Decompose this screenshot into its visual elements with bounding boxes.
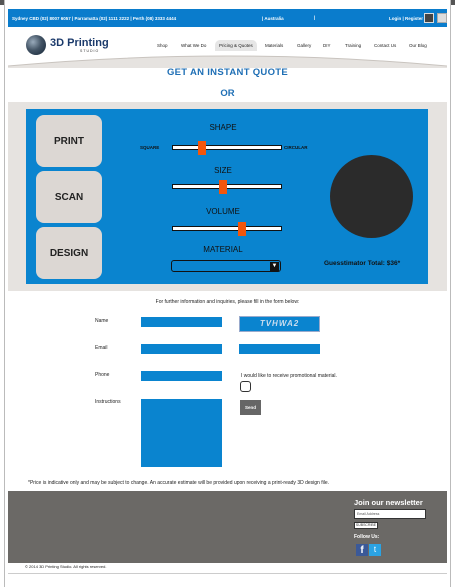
instructions-textarea[interactable] xyxy=(141,399,222,467)
nav-shop[interactable]: Shop xyxy=(157,43,168,48)
logo-subtitle: STUDIO xyxy=(80,49,100,53)
size-label: SIZE xyxy=(214,166,232,175)
twitter-icon[interactable]: t xyxy=(369,544,381,556)
chevron-down-icon[interactable]: ▼ xyxy=(271,263,278,269)
material-label: MATERIAL xyxy=(203,245,243,254)
nav-gallery[interactable]: Gallery xyxy=(297,43,312,48)
name-label: Name xyxy=(95,318,109,324)
bottom-divider xyxy=(8,573,447,574)
guesstimator-total: Guesstimator Total: $36* xyxy=(324,260,401,267)
email-input[interactable] xyxy=(141,344,222,354)
promo-checkbox[interactable] xyxy=(240,381,251,392)
cart-icon[interactable] xyxy=(424,13,434,23)
shape-slider-handle[interactable] xyxy=(198,141,206,155)
login-register-link[interactable]: Login | Register xyxy=(389,16,424,21)
nav-contact-us[interactable]: Contact Us xyxy=(374,43,397,48)
nav-diy[interactable]: DIY xyxy=(323,43,331,48)
nav-pricing-quotes[interactable]: Pricing & Quotes xyxy=(215,40,257,51)
newsletter-email-input[interactable]: Email Address xyxy=(354,509,426,519)
top-contact-bar xyxy=(8,9,447,27)
topbar-separator: | xyxy=(314,15,316,20)
newsletter-title: Join our newsletter xyxy=(354,498,423,507)
facebook-icon[interactable]: f xyxy=(356,544,368,556)
page-title: GET AN INSTANT QUOTE xyxy=(166,67,289,78)
volume-slider-track[interactable] xyxy=(172,226,282,231)
square-label: SQUARE xyxy=(140,145,160,150)
send-button[interactable]: Send xyxy=(240,400,261,415)
header-swoosh xyxy=(8,52,447,68)
form-intro: For further information and inquiries, please fill in the form below: xyxy=(155,299,300,305)
phone-input[interactable] xyxy=(141,371,222,381)
shape-preview xyxy=(330,155,413,238)
main-nav xyxy=(150,40,450,52)
or-divider: OR xyxy=(220,88,235,99)
scan-option-button[interactable]: SCAN xyxy=(36,171,102,223)
search-icon[interactable] xyxy=(437,13,447,23)
material-select[interactable] xyxy=(171,260,281,272)
shape-label: SHAPE xyxy=(209,123,237,132)
nav-our-blog[interactable]: Our Blog xyxy=(409,43,427,48)
subscribe-button[interactable]: SUBSCRIBE xyxy=(355,523,377,527)
nav-training[interactable]: Training xyxy=(345,43,362,48)
captcha-input[interactable] xyxy=(239,344,320,354)
price-disclaimer: *Price is indicative only and may be subject to change. An accurate estimate will be provided upon receiving a print-ready 3D design file. xyxy=(28,480,329,486)
volume-slider-handle[interactable] xyxy=(238,222,246,236)
circular-label: CIRCULAR xyxy=(284,145,308,150)
nav-materials[interactable]: Materials xyxy=(265,43,284,48)
follow-us-label: Follow Us: xyxy=(354,534,380,540)
name-input[interactable] xyxy=(141,317,222,327)
volume-label: VOLUME xyxy=(206,207,240,216)
nav-what-we-do[interactable]: What We Do xyxy=(181,43,207,48)
phone-label: Phone xyxy=(95,372,110,378)
design-option-button[interactable]: DESIGN xyxy=(36,227,102,279)
promo-text: I would like to receive promotional material. xyxy=(241,373,337,379)
contact-numbers: Sydney CBD (02) 8007 6057 | Parramatta (02) 1111 2222 | Perth (08) 3333 4444 xyxy=(12,16,177,21)
logo-name: 3D Printing xyxy=(50,37,109,49)
email-label: Email xyxy=(95,345,108,351)
captcha-image: TVHWA2 xyxy=(239,316,320,332)
instructions-label: Instructions xyxy=(95,399,121,405)
size-slider-handle[interactable] xyxy=(219,180,227,194)
print-option-button[interactable]: PRINT xyxy=(36,115,102,167)
size-slider-track[interactable] xyxy=(172,184,282,189)
copyright: © 2014 3D Printing Studio. All rights reserved. xyxy=(25,564,107,569)
region-selector[interactable]: | Australia xyxy=(262,16,284,21)
shape-slider-track[interactable] xyxy=(172,145,282,150)
quote-calculator xyxy=(26,109,428,284)
